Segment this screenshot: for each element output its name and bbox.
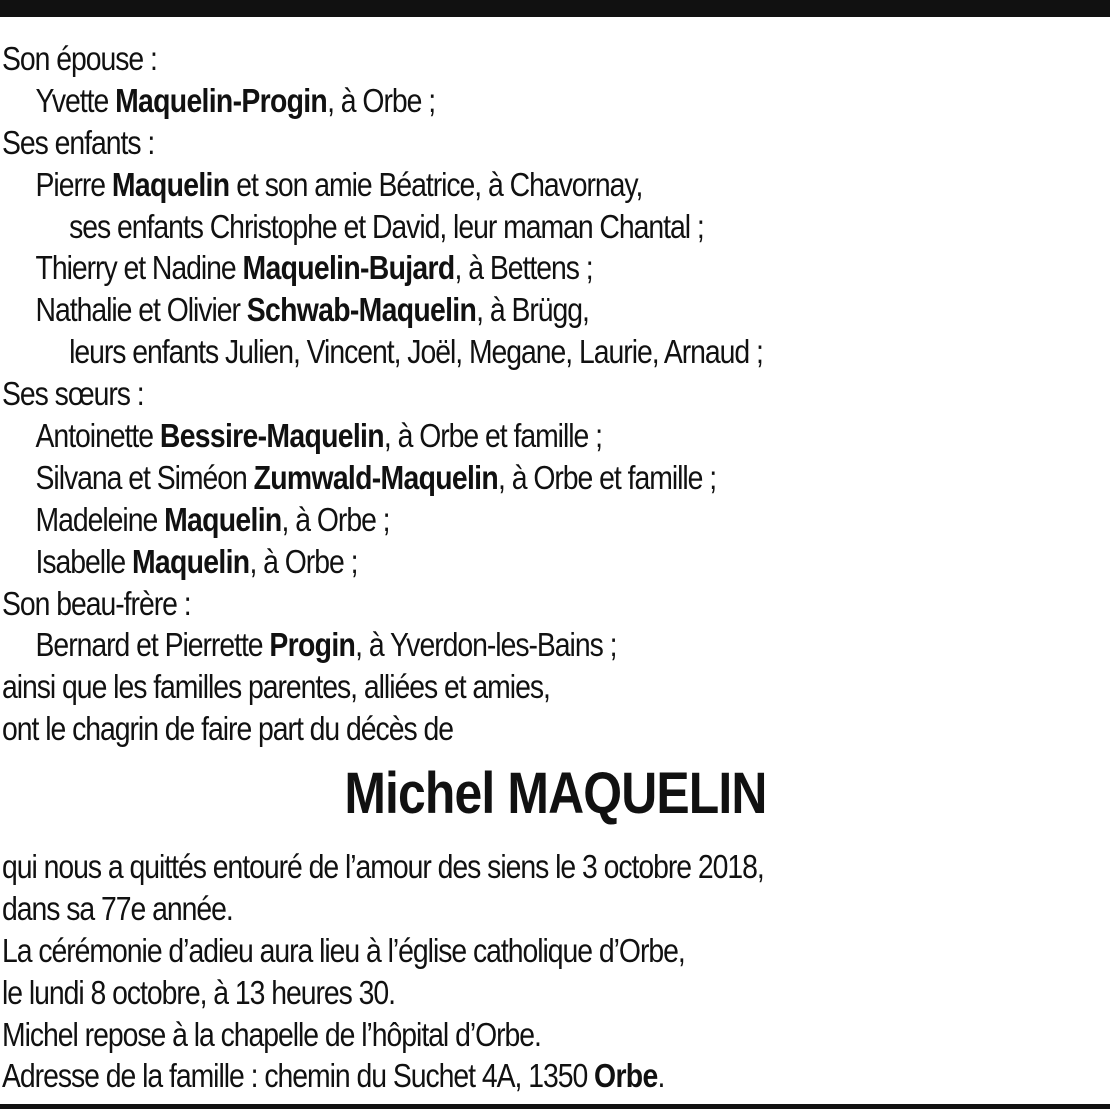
place: , à Orbe ; bbox=[327, 81, 436, 119]
sister-entry-2 bbox=[2, 457, 948, 499]
first-names: Antoinette bbox=[35, 417, 160, 455]
detail-line-1 bbox=[2, 846, 948, 888]
bottom-rule bbox=[0, 1104, 1110, 1109]
detail-line-5 bbox=[2, 1014, 948, 1056]
first-names: Bernard et Pierrette bbox=[35, 626, 270, 664]
detail-line-4 bbox=[2, 972, 948, 1014]
child-entry-3-kids bbox=[2, 331, 948, 373]
family-list bbox=[2, 38, 1102, 750]
detail-line-3 bbox=[2, 930, 948, 972]
grandchildren: leurs enfants Julien, Vincent, Joël, Megane, Laurie, Arnaud ; bbox=[69, 333, 763, 371]
sisters-heading bbox=[2, 373, 948, 415]
announcement-text: ont le chagrin de faire part du décès de bbox=[2, 710, 453, 748]
deceased-name bbox=[0, 758, 1110, 830]
family-name: Maquelin-Progin bbox=[115, 81, 328, 119]
address-text: Adresse de la famille : chemin du Suchet 4A, 1350 bbox=[2, 1057, 595, 1095]
child-entry-1 bbox=[2, 164, 948, 206]
child-entry-1-kids bbox=[2, 206, 948, 248]
place: et son amie Béatrice, à Chavornay, bbox=[229, 165, 643, 203]
announcement bbox=[2, 708, 948, 750]
top-rule bbox=[0, 0, 1110, 17]
child-entry-2 bbox=[2, 247, 948, 289]
spouse-heading bbox=[2, 38, 948, 80]
family-name: Progin bbox=[269, 626, 356, 664]
detail-text: dans sa 77e année. bbox=[2, 889, 233, 927]
place: , à Orbe ; bbox=[249, 542, 358, 580]
also-relatives bbox=[2, 666, 948, 708]
first-names: Isabelle bbox=[35, 542, 132, 580]
children-heading bbox=[2, 122, 948, 164]
family-address bbox=[2, 1055, 948, 1097]
also-text: ainsi que les familles parentes, alliées et amies, bbox=[2, 668, 550, 706]
heading-text: Son épouse : bbox=[2, 40, 157, 77]
ceremony-details bbox=[2, 846, 1102, 1097]
family-name: Bessire-Maquelin bbox=[159, 417, 384, 455]
first-names: Madeleine bbox=[35, 500, 165, 538]
brother-in-law-entry bbox=[2, 624, 948, 666]
child-entry-3 bbox=[2, 289, 948, 331]
deceased-name-text: Michel MAQUELIN bbox=[343, 761, 767, 826]
place: , à Yverdon-les-Bains ; bbox=[355, 626, 617, 664]
heading-text: Ses enfants : bbox=[2, 123, 155, 161]
place: , à Bettens ; bbox=[454, 249, 593, 287]
spouse-entry bbox=[2, 80, 948, 122]
detail-text: Michel repose à la chapelle de l’hôpital d’Orbe. bbox=[2, 1015, 541, 1053]
sister-entry-4 bbox=[2, 541, 948, 583]
family-name: Maquelin bbox=[111, 165, 230, 203]
family-name: Zumwald-Maquelin bbox=[253, 458, 499, 496]
heading-text: Ses sœurs : bbox=[2, 375, 144, 413]
address-city: Orbe bbox=[594, 1057, 658, 1095]
first-names: Nathalie et Olivier bbox=[35, 291, 247, 329]
family-name: Schwab-Maquelin bbox=[246, 291, 477, 329]
first-names: Thierry et Nadine bbox=[35, 249, 243, 287]
place: , à Orbe et famille ; bbox=[498, 458, 717, 496]
place: , à Brügg, bbox=[476, 291, 589, 329]
grandchildren: ses enfants Christophe et David, leur maman Chantal ; bbox=[69, 207, 704, 245]
place: , à Orbe et famille ; bbox=[383, 417, 602, 455]
first-names: Silvana et Siméon bbox=[35, 458, 254, 496]
heading-text: Son beau-frère : bbox=[2, 584, 191, 622]
place: , à Orbe ; bbox=[281, 500, 390, 538]
family-name: Maquelin bbox=[131, 542, 250, 580]
family-name: Maquelin bbox=[164, 500, 282, 538]
first-names: Pierre bbox=[35, 165, 112, 203]
family-name: Maquelin-Bujard bbox=[242, 249, 455, 287]
detail-text: le lundi 8 octobre, à 13 heures 30. bbox=[2, 973, 396, 1011]
detail-line-2 bbox=[2, 888, 948, 930]
first-names: Yvette bbox=[35, 81, 116, 119]
sister-entry-1 bbox=[2, 415, 948, 457]
sister-entry-3 bbox=[2, 499, 948, 541]
detail-text: qui nous a quittés entouré de l’amour des siens le 3 octobre 2018, bbox=[2, 848, 764, 885]
brother-in-law-heading bbox=[2, 583, 948, 625]
detail-text: La cérémonie d’adieu aura lieu à l’église catholique d’Orbe, bbox=[2, 931, 685, 969]
address-end: . bbox=[657, 1057, 665, 1095]
